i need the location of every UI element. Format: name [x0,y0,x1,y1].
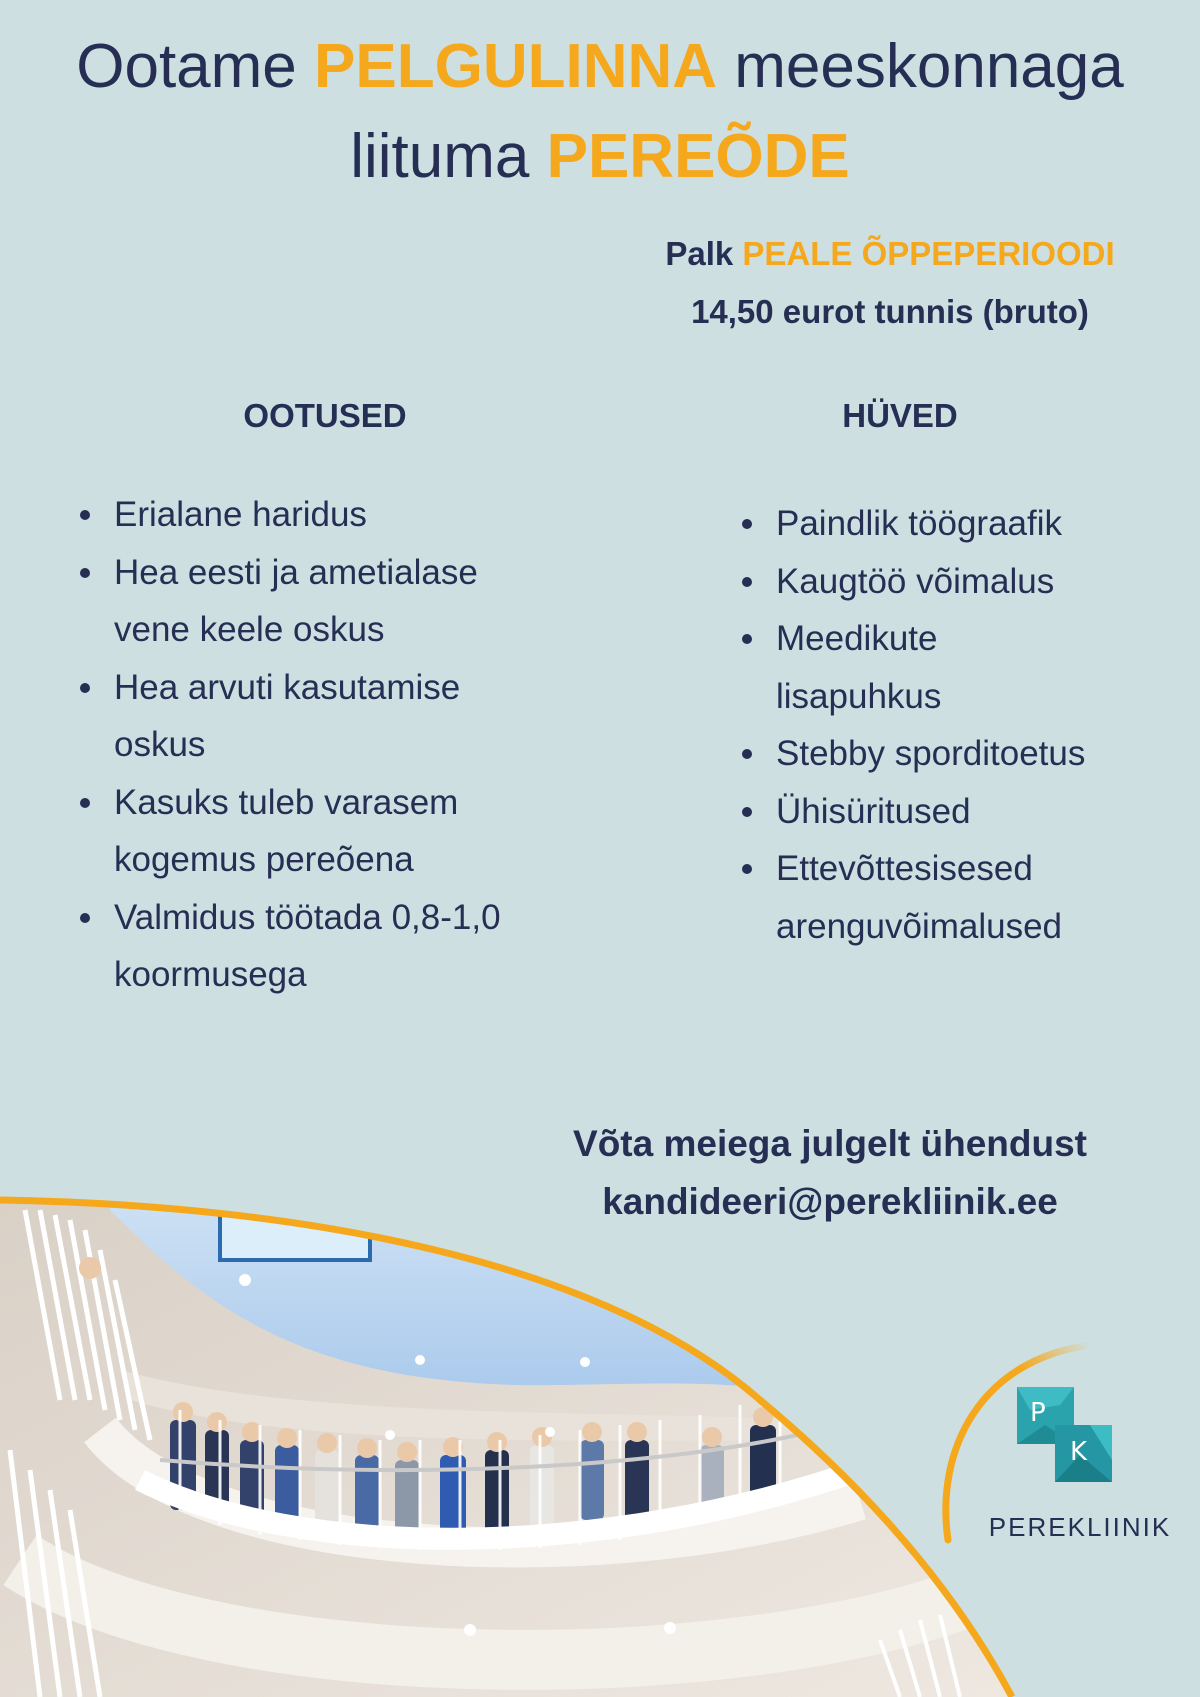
list-item-text: Ettevõttesisesed [776,849,1033,888]
list-item [80,889,580,1004]
bullet-icon [80,798,90,808]
bullet-icon [742,807,752,817]
headline-text: Ootame [76,32,315,101]
contact-text: Võta meiega julgelt ühendust [573,1123,1087,1164]
list-item-text: oskus [114,725,206,764]
bullet-icon [80,683,90,693]
logo-letter-p: P [1030,1398,1046,1428]
list-item [742,495,1162,553]
bullet-icon [80,913,90,923]
list-item [742,553,1162,611]
bullet-icon [742,749,752,759]
requirements-list [80,486,580,1004]
salary-label: Palk [665,235,743,272]
salary-info [640,225,1140,341]
list-item-text: Valmidus töötada 0,8-1,0 [114,897,501,937]
list-item-text: Paindlik töögraafik [776,504,1062,543]
headline-line-1 [0,22,1200,112]
salary-condition: PEALE ÕPPEPERIOODI [742,235,1115,272]
list-item-text: Hea arvuti kasutamise [114,667,461,707]
bullet-icon [742,577,752,587]
headline-highlight-position: PEREÕDE [546,122,850,191]
salary-amount: 14,50 eurot tunnis (bruto) [691,293,1089,330]
contact-block [520,1115,1140,1231]
bullet-icon [742,634,752,644]
list-item-text: Erialane haridus [114,495,367,534]
list-item-text: Ühisüritused [776,791,971,831]
requirements-title: OOTUSED [243,397,407,434]
list-item-text: Kaugtöö võimalus [776,561,1055,601]
list-item-text: Kasuks tuleb varasem [114,782,459,822]
list-item-text: koormusega [114,955,307,994]
headline-text: meeskonnaga [717,32,1124,101]
list-item-text: Meedikute [776,619,938,658]
list-item [80,486,580,544]
bullet-icon [80,510,90,520]
list-item-text: Hea eesti ja ametialase [114,552,478,592]
list-item [80,544,580,659]
logo-letter-k: K [1070,1437,1088,1467]
headline [0,22,1200,202]
benefits-title: HÜVED [842,397,958,434]
contact-email-link[interactable]: kandideeri@perekliinik.ee [602,1181,1058,1222]
headline-text: liituma [350,122,547,191]
list-item-text: kogemus pereõena [114,840,414,879]
list-item-text: Stebby sporditoetus [776,734,1086,773]
list-item [80,659,580,774]
bullet-icon [742,864,752,874]
list-item-text: arenguvõimalused [776,906,1063,946]
list-item [742,840,1162,955]
logo-wordmark: PEREKLIINIK [988,1512,1172,1542]
list-item [742,610,1162,725]
list-item [80,774,580,889]
bullet-icon [742,519,752,529]
benefits-list [742,495,1162,955]
list-item-text: lisapuhkus [776,676,942,716]
list-item [742,783,1162,841]
headline-line-2 [0,112,1200,202]
list-item [742,725,1162,783]
list-item-text: vene keele oskus [114,610,385,649]
bullet-icon [80,568,90,578]
headline-highlight-location: PELGULINNA [314,32,718,101]
